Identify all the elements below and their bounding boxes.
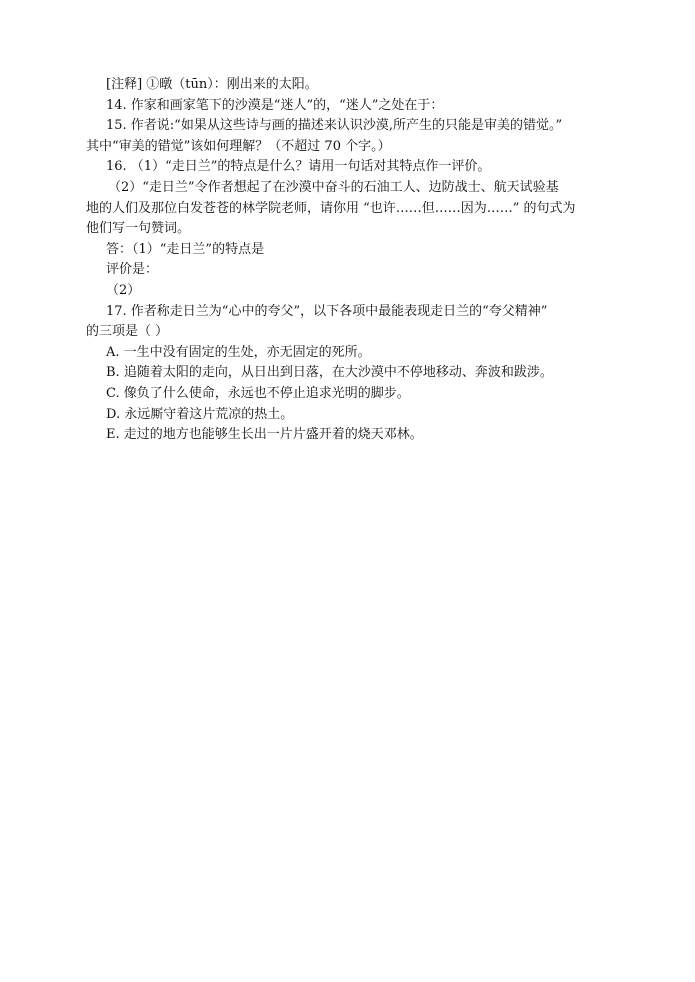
question-block xyxy=(86,75,611,446)
answer-16-part-2: （2） xyxy=(106,282,141,298)
question-14: 14. 作家和画家笔下的沙漠是“迷人”的，“迷人”之处在于： xyxy=(106,97,444,113)
question-16-part-1: 16. （1）“走日兰”的特点是什么？请用一句话对其特点作一评价。 xyxy=(106,159,491,175)
answer-16-part-1: 答：（1）“走日兰”的特点是 xyxy=(106,241,265,257)
answer-16-evaluation: 评价是： xyxy=(106,262,159,278)
question-16-part-2-end: 他们写一句赞词。 xyxy=(86,221,191,237)
option-b: B. 追随着太阳的走向，从日出到日落，在大沙漠中不停地移动、奔波和跋涉。 xyxy=(106,365,553,381)
option-e: E. 走过的地方也能够生长出一片片盛开着的烧天邓林。 xyxy=(106,427,423,443)
question-17: 17. 作者称走日兰为“心中的夸父”，以下各项中最能表现走日兰的“夸父精神” xyxy=(106,303,548,319)
question-16-part-2: （2）“走日兰”令作者想起了在沙漠中奋斗的石油工人、边防战士、航天试验基 xyxy=(108,179,559,195)
option-c: C. 像负了什么使命，永远也不停止追求光明的脚步。 xyxy=(106,385,410,401)
question-17-continued: 的三项是（ ） xyxy=(86,324,169,340)
option-d: D. 永远厮守着这片荒凉的热土。 xyxy=(106,406,294,422)
question-15-continued: 其中“审美的错觉”该如何理解？（不超过 70 个字。） xyxy=(86,138,391,154)
option-a: A. 一生中没有固定的生处，亦无固定的死所。 xyxy=(106,344,371,360)
annotation-note: [注释] ①暾（tūn）：刚出来的太阳。 xyxy=(106,77,318,92)
question-15: 15. 作者说:“如果从这些诗与画的描述来认识沙漠,所产生的只能是审美的错觉。” xyxy=(106,118,563,134)
question-16-part-2-continued: 地的人们及那位白发苍苍的林学院老师，请你用 “也许……但……因为……” 的句式为 xyxy=(86,200,576,216)
